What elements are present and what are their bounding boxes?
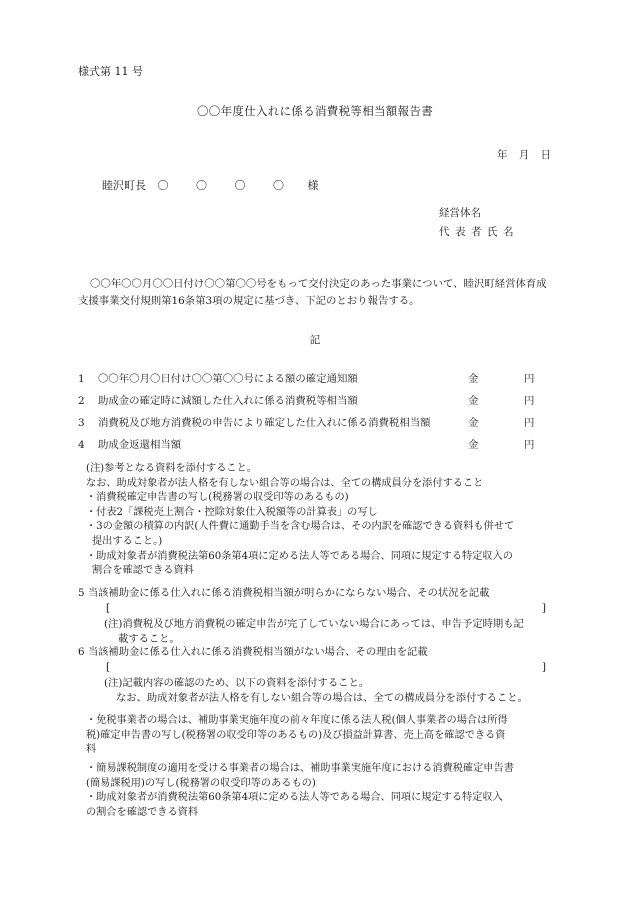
note-line: 提出すること。) — [92, 535, 163, 547]
section-5-note-cont: 載すること。 — [118, 633, 180, 645]
section-5-note: (注)消費税及び地方消費税の確定申告が完了していない場合にあっては、申告予定時期も記 — [104, 618, 524, 630]
bullets-block-2 — [86, 762, 556, 820]
representative-name-label: 代表者氏名 — [439, 226, 519, 238]
item-en: 円 — [524, 439, 535, 451]
item-kin: 金 — [468, 373, 479, 385]
form-number: 様式第 11 号 — [78, 65, 143, 78]
note-line: ・3の金額の積算の内訳(人件費に通勤手当を含む場合は、その内訳を確認できる資料も併せて — [86, 521, 515, 533]
addressee-name-placeholder: 〇 〇 〇 〇 — [157, 179, 296, 192]
bullets-block-1 — [86, 714, 556, 758]
management-entity-label: 経営体名 — [439, 207, 481, 219]
item-label: 〇〇年〇月〇日付け〇〇第〇〇号による額の確定通知額 — [98, 373, 358, 385]
item-en: 円 — [524, 417, 535, 429]
item-label: 助成金の確定時に減額した仕入れに係る消費税等相当額 — [98, 395, 358, 407]
addressee-prefix: 睦沢町長 — [102, 179, 146, 192]
item-kin: 金 — [468, 439, 479, 451]
bullet-line: ・免税事業者の場合は、補助事業実施年度の前々年度に係る法人税(個人事業者の場合は所得 — [86, 715, 508, 726]
item-number: 3 — [78, 417, 85, 429]
note-line: ・消費税確定申告書の写し(税務署の収受印等のあるもの) — [86, 492, 349, 504]
item-kin: 金 — [468, 395, 479, 407]
note-line: ・付表2「課税売上割合・控除対象仕入税額等の計算表」の写し — [86, 506, 378, 518]
bullet-line: ・助成対象者が消費税法第60条第4項に定める法人等である場合、同項に規定する特定収入 — [86, 792, 503, 804]
item-en: 円 — [524, 373, 535, 385]
item-number: 1 — [78, 373, 85, 385]
section-6-note: (注)記載内容の確認のため、以下の資料を添付すること。 — [104, 677, 370, 689]
section-5-entry-field[interactable] — [106, 601, 546, 617]
bracket-close: ] — [541, 661, 546, 673]
bracket-open: [ — [106, 602, 111, 614]
item-number: 4 — [78, 439, 85, 451]
document-title: 〇〇年度仕入れに係る消費税等相当額報告書 — [197, 104, 433, 118]
section-5 — [78, 586, 556, 647]
note-line: ・助成対象者が消費税法第60条第4項に定める法人等である場合、同項に規定する特定収入の — [86, 550, 513, 562]
section-6-note-cont: なお、助成対象者が法人格を有しない組合等の場合は、全ての構成員分を添付すること。 — [116, 692, 528, 704]
bullet-line: (簡易課税用)の写し(税務署の収受印等のあるもの) — [86, 777, 316, 789]
bullet-line: 税)確定申告書の写し(税務署の収受印等のあるもの)及び損益計算書、売上高を確認できる資 — [86, 729, 506, 741]
bullet-line: の割合を確認できる資料 — [86, 806, 199, 818]
bracket-open: [ — [106, 661, 111, 673]
notes-block — [86, 462, 556, 579]
body-paragraph: 〇〇年〇〇月〇〇日付け〇〇第〇〇号をもって交付決定のあった事業について、睦沢町経営体育成支援事業交付規則第16条第3項の規定に基づき、下記のとおり報告する。 — [78, 278, 547, 307]
bracket-close: ] — [541, 602, 546, 614]
note-line: なお、助成対象者が法人格を有しない組合等の場合は、全ての構成員分を添付すること — [86, 477, 484, 489]
note-line: 割合を確認できる資料 — [92, 565, 194, 577]
bullet-line: 料 — [86, 744, 97, 756]
item-en: 円 — [524, 395, 535, 407]
bullet-line: ・簡易課税制度の適用を受ける事業者の場合は、補助事業実施年度における消費税確定申告書 — [86, 763, 514, 774]
addressee-honorific: 様 — [307, 179, 319, 192]
item-label: 助成金返還相当額 — [98, 439, 182, 451]
section-5-heading: 5 当該補助金に係る仕入れに係る消費税相当額が明らかにならない場合、その状況を記載 — [78, 587, 490, 599]
note-line: (注)参考となる資料を添付すること。 — [86, 463, 257, 474]
item-label: 消費税及び地方消費税の申告により確定した仕入れに係る消費税相当額 — [98, 417, 431, 429]
ki-heading: 記 — [309, 334, 321, 346]
section-6 — [78, 645, 556, 706]
item-number: 2 — [78, 395, 85, 407]
section-6-entry-field[interactable] — [106, 660, 546, 676]
item-kin: 金 — [468, 417, 479, 429]
addressee — [102, 178, 319, 195]
date-line: 年 月 日 — [497, 149, 556, 161]
section-6-heading: 6 当該補助金に係る仕入れに係る消費税相当額がない場合、その理由を記載 — [78, 646, 428, 658]
